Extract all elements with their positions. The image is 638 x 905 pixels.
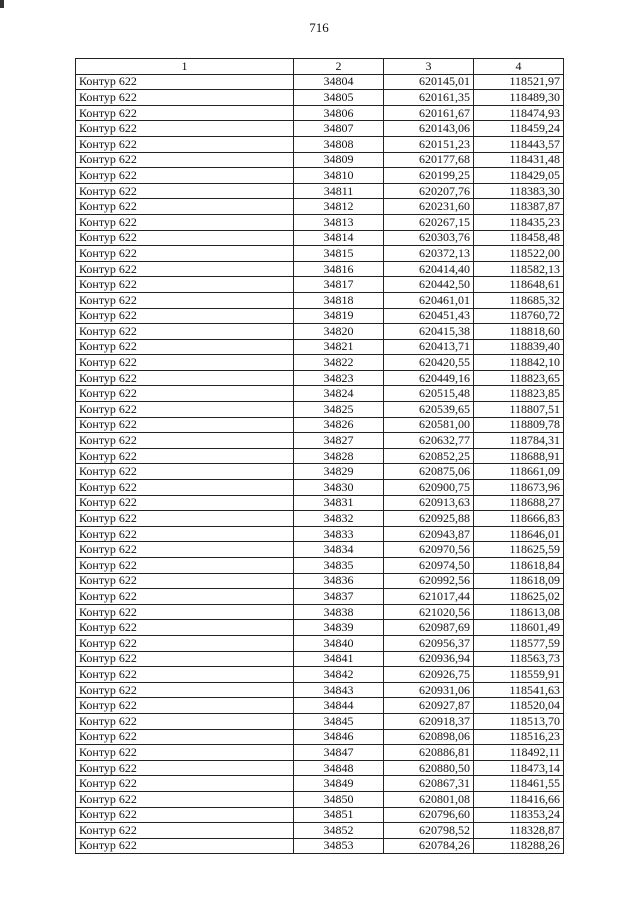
y-coordinate-cell: 118328,87: [474, 823, 564, 839]
x-coordinate-cell: 621020,56: [384, 604, 474, 620]
x-coordinate-cell: 620943,87: [384, 526, 474, 542]
point-number-cell: 34822: [294, 355, 384, 371]
table-row: [76, 511, 564, 527]
table-row: [76, 355, 564, 371]
x-coordinate-cell: 620231,60: [384, 199, 474, 215]
contour-cell: Контур 622: [76, 324, 294, 340]
table-row: [76, 339, 564, 355]
x-coordinate-cell: 620867,31: [384, 776, 474, 792]
point-number-cell: 34830: [294, 480, 384, 496]
contour-cell: Контур 622: [76, 386, 294, 402]
point-number-cell: 34808: [294, 136, 384, 152]
header-row: [76, 59, 564, 75]
scan-corner-mark: [0, 0, 4, 8]
table-row: [76, 152, 564, 168]
contour-cell: Контур 622: [76, 589, 294, 605]
contour-cell: Контур 622: [76, 339, 294, 355]
y-coordinate-cell: 118809,78: [474, 417, 564, 433]
x-coordinate-cell: 620145,01: [384, 74, 474, 90]
x-coordinate-cell: 620784,26: [384, 838, 474, 854]
table-row: [76, 713, 564, 729]
point-number-cell: 34832: [294, 511, 384, 527]
table-row: [76, 604, 564, 620]
contour-cell: Контур 622: [76, 402, 294, 418]
table-row: [76, 386, 564, 402]
x-coordinate-cell: 620970,56: [384, 542, 474, 558]
table-row: [76, 776, 564, 792]
contour-cell: Контур 622: [76, 620, 294, 636]
point-number-cell: 34826: [294, 417, 384, 433]
x-coordinate-cell: 620927,87: [384, 698, 474, 714]
table-row: [76, 74, 564, 90]
point-number-cell: 34829: [294, 464, 384, 480]
table-body: [76, 74, 564, 854]
y-coordinate-cell: 118784,31: [474, 433, 564, 449]
point-number-cell: 34852: [294, 823, 384, 839]
x-coordinate-cell: 620207,76: [384, 183, 474, 199]
table-row: [76, 745, 564, 761]
contour-cell: Контур 622: [76, 682, 294, 698]
y-coordinate-cell: 118489,30: [474, 90, 564, 106]
x-coordinate-cell: 620413,71: [384, 339, 474, 355]
y-coordinate-cell: 118842,10: [474, 355, 564, 371]
y-coordinate-cell: 118613,08: [474, 604, 564, 620]
point-number-cell: 34847: [294, 745, 384, 761]
contour-cell: Контур 622: [76, 308, 294, 324]
y-coordinate-cell: 118839,40: [474, 339, 564, 355]
point-number-cell: 34833: [294, 526, 384, 542]
table-row: [76, 635, 564, 651]
contour-cell: Контур 622: [76, 292, 294, 308]
table-row: [76, 573, 564, 589]
contour-cell: Контур 622: [76, 542, 294, 558]
contour-cell: Контур 622: [76, 651, 294, 667]
table-row: [76, 651, 564, 667]
table-row: [76, 823, 564, 839]
point-number-cell: 34848: [294, 760, 384, 776]
x-coordinate-cell: 620913,63: [384, 495, 474, 511]
point-number-cell: 34817: [294, 277, 384, 293]
contour-cell: Контур 622: [76, 604, 294, 620]
contour-cell: Контур 622: [76, 511, 294, 527]
contour-cell: Контур 622: [76, 464, 294, 480]
contour-cell: Контур 622: [76, 417, 294, 433]
y-coordinate-cell: 118492,11: [474, 745, 564, 761]
point-number-cell: 34836: [294, 573, 384, 589]
x-coordinate-cell: 620177,68: [384, 152, 474, 168]
x-coordinate-cell: 620796,60: [384, 807, 474, 823]
table-row: [76, 214, 564, 230]
y-coordinate-cell: 118521,97: [474, 74, 564, 90]
x-coordinate-cell: 620974,50: [384, 558, 474, 574]
y-coordinate-cell: 118461,55: [474, 776, 564, 792]
point-number-cell: 34843: [294, 682, 384, 698]
point-number-cell: 34841: [294, 651, 384, 667]
x-coordinate-cell: 620925,88: [384, 511, 474, 527]
table-row: [76, 464, 564, 480]
point-number-cell: 34818: [294, 292, 384, 308]
table-row: [76, 105, 564, 121]
y-coordinate-cell: 118673,96: [474, 480, 564, 496]
y-coordinate-cell: 118520,04: [474, 698, 564, 714]
contour-cell: Контур 622: [76, 370, 294, 386]
x-coordinate-cell: 620801,08: [384, 791, 474, 807]
coordinates-table: [75, 58, 564, 854]
y-coordinate-cell: 118648,61: [474, 277, 564, 293]
x-coordinate-cell: 620898,06: [384, 729, 474, 745]
x-coordinate-cell: 620956,37: [384, 635, 474, 651]
x-coordinate-cell: 620926,75: [384, 667, 474, 683]
header-col-1: 1: [76, 59, 294, 75]
contour-cell: Контур 622: [76, 74, 294, 90]
table-row: [76, 168, 564, 184]
point-number-cell: 34825: [294, 402, 384, 418]
y-coordinate-cell: 118516,23: [474, 729, 564, 745]
y-coordinate-cell: 118288,26: [474, 838, 564, 854]
contour-cell: Контур 622: [76, 558, 294, 574]
table-row: [76, 246, 564, 262]
y-coordinate-cell: 118661,09: [474, 464, 564, 480]
contour-cell: Контур 622: [76, 526, 294, 542]
x-coordinate-cell: 620581,00: [384, 417, 474, 433]
point-number-cell: 34846: [294, 729, 384, 745]
y-coordinate-cell: 118618,09: [474, 573, 564, 589]
table-row: [76, 121, 564, 137]
y-coordinate-cell: 118513,70: [474, 713, 564, 729]
x-coordinate-cell: 620798,52: [384, 823, 474, 839]
contour-cell: Контур 622: [76, 199, 294, 215]
point-number-cell: 34824: [294, 386, 384, 402]
table-row: [76, 791, 564, 807]
contour-cell: Контур 622: [76, 667, 294, 683]
y-coordinate-cell: 118458,48: [474, 230, 564, 246]
point-number-cell: 34837: [294, 589, 384, 605]
contour-cell: Контур 622: [76, 729, 294, 745]
contour-cell: Контур 622: [76, 230, 294, 246]
table-row: [76, 90, 564, 106]
y-coordinate-cell: 118685,32: [474, 292, 564, 308]
y-coordinate-cell: 118823,85: [474, 386, 564, 402]
contour-cell: Контур 622: [76, 838, 294, 854]
table-row: [76, 136, 564, 152]
table-row: [76, 402, 564, 418]
table-row: [76, 417, 564, 433]
table-row: [76, 526, 564, 542]
point-number-cell: 34849: [294, 776, 384, 792]
page-number: 716: [309, 20, 329, 35]
y-coordinate-cell: 118474,93: [474, 105, 564, 121]
y-coordinate-cell: 118688,27: [474, 495, 564, 511]
table-row: [76, 667, 564, 683]
point-number-cell: 34815: [294, 246, 384, 262]
contour-cell: Контур 622: [76, 807, 294, 823]
header-col-3: 3: [384, 59, 474, 75]
x-coordinate-cell: 620515,48: [384, 386, 474, 402]
y-coordinate-cell: 118577,59: [474, 635, 564, 651]
y-coordinate-cell: 118625,59: [474, 542, 564, 558]
point-number-cell: 34807: [294, 121, 384, 137]
x-coordinate-cell: 620151,23: [384, 136, 474, 152]
y-coordinate-cell: 118473,14: [474, 760, 564, 776]
y-coordinate-cell: 118459,24: [474, 121, 564, 137]
table-row: [76, 480, 564, 496]
contour-cell: Контур 622: [76, 246, 294, 262]
contour-cell: Контур 622: [76, 760, 294, 776]
point-number-cell: 34838: [294, 604, 384, 620]
y-coordinate-cell: 118625,02: [474, 589, 564, 605]
point-number-cell: 34812: [294, 199, 384, 215]
table-row: [76, 838, 564, 854]
x-coordinate-cell: 620161,67: [384, 105, 474, 121]
x-coordinate-cell: 620987,69: [384, 620, 474, 636]
y-coordinate-cell: 118431,48: [474, 152, 564, 168]
x-coordinate-cell: 620936,94: [384, 651, 474, 667]
point-number-cell: 34851: [294, 807, 384, 823]
contour-cell: Контур 622: [76, 635, 294, 651]
x-coordinate-cell: 620992,56: [384, 573, 474, 589]
point-number-cell: 34845: [294, 713, 384, 729]
x-coordinate-cell: 620886,81: [384, 745, 474, 761]
table-row: [76, 448, 564, 464]
table-row: [76, 542, 564, 558]
x-coordinate-cell: 620267,15: [384, 214, 474, 230]
y-coordinate-cell: 118666,83: [474, 511, 564, 527]
x-coordinate-cell: 620451,43: [384, 308, 474, 324]
y-coordinate-cell: 118416,66: [474, 791, 564, 807]
contour-cell: Контур 622: [76, 152, 294, 168]
y-coordinate-cell: 118435,23: [474, 214, 564, 230]
contour-cell: Контур 622: [76, 277, 294, 293]
x-coordinate-cell: 620420,55: [384, 355, 474, 371]
point-number-cell: 34813: [294, 214, 384, 230]
point-number-cell: 34828: [294, 448, 384, 464]
point-number-cell: 34820: [294, 324, 384, 340]
x-coordinate-cell: 620199,25: [384, 168, 474, 184]
table-row: [76, 729, 564, 745]
table-row: [76, 261, 564, 277]
x-coordinate-cell: 620414,40: [384, 261, 474, 277]
table-row: [76, 183, 564, 199]
y-coordinate-cell: 118688,91: [474, 448, 564, 464]
table-row: [76, 698, 564, 714]
contour-cell: Контур 622: [76, 745, 294, 761]
point-number-cell: 34806: [294, 105, 384, 121]
contour-cell: Контур 622: [76, 136, 294, 152]
y-coordinate-cell: 118760,72: [474, 308, 564, 324]
point-number-cell: 34853: [294, 838, 384, 854]
y-coordinate-cell: 118559,91: [474, 667, 564, 683]
table-row: [76, 199, 564, 215]
x-coordinate-cell: 620143,06: [384, 121, 474, 137]
table-row: [76, 230, 564, 246]
table-row: [76, 589, 564, 605]
table-row: [76, 682, 564, 698]
point-number-cell: 34844: [294, 698, 384, 714]
y-coordinate-cell: 118522,00: [474, 246, 564, 262]
point-number-cell: 34840: [294, 635, 384, 651]
x-coordinate-cell: 620900,75: [384, 480, 474, 496]
point-number-cell: 34804: [294, 74, 384, 90]
x-coordinate-cell: 620415,38: [384, 324, 474, 340]
contour-cell: Контур 622: [76, 698, 294, 714]
point-number-cell: 34850: [294, 791, 384, 807]
x-coordinate-cell: 621017,44: [384, 589, 474, 605]
header-col-2: 2: [294, 59, 384, 75]
x-coordinate-cell: 620442,50: [384, 277, 474, 293]
contour-cell: Контур 622: [76, 90, 294, 106]
table-row: [76, 807, 564, 823]
table-row: [76, 433, 564, 449]
x-coordinate-cell: 620880,50: [384, 760, 474, 776]
x-coordinate-cell: 620461,01: [384, 292, 474, 308]
y-coordinate-cell: 118541,63: [474, 682, 564, 698]
header-col-4: 4: [474, 59, 564, 75]
y-coordinate-cell: 118429,05: [474, 168, 564, 184]
point-number-cell: 34819: [294, 308, 384, 324]
contour-cell: Контур 622: [76, 355, 294, 371]
y-coordinate-cell: 118618,84: [474, 558, 564, 574]
x-coordinate-cell: 620918,37: [384, 713, 474, 729]
contour-cell: Контур 622: [76, 495, 294, 511]
x-coordinate-cell: 620539,65: [384, 402, 474, 418]
x-coordinate-cell: 620449,16: [384, 370, 474, 386]
contour-cell: Контур 622: [76, 183, 294, 199]
x-coordinate-cell: 620852,25: [384, 448, 474, 464]
y-coordinate-cell: 118387,87: [474, 199, 564, 215]
table-header: [76, 59, 564, 75]
y-coordinate-cell: 118601,49: [474, 620, 564, 636]
table-row: [76, 324, 564, 340]
x-coordinate-cell: 620931,06: [384, 682, 474, 698]
point-number-cell: 34835: [294, 558, 384, 574]
point-number-cell: 34827: [294, 433, 384, 449]
point-number-cell: 34814: [294, 230, 384, 246]
x-coordinate-cell: 620303,76: [384, 230, 474, 246]
point-number-cell: 34809: [294, 152, 384, 168]
point-number-cell: 34816: [294, 261, 384, 277]
contour-cell: Контур 622: [76, 776, 294, 792]
point-number-cell: 34842: [294, 667, 384, 683]
contour-cell: Контур 622: [76, 791, 294, 807]
table-row: [76, 620, 564, 636]
contour-cell: Контур 622: [76, 433, 294, 449]
y-coordinate-cell: 118646,01: [474, 526, 564, 542]
x-coordinate-cell: 620161,35: [384, 90, 474, 106]
contour-cell: Контур 622: [76, 480, 294, 496]
point-number-cell: 34839: [294, 620, 384, 636]
contour-cell: Контур 622: [76, 261, 294, 277]
table-row: [76, 760, 564, 776]
point-number-cell: 34821: [294, 339, 384, 355]
contour-cell: Контур 622: [76, 168, 294, 184]
table-row: [76, 308, 564, 324]
x-coordinate-cell: 620372,13: [384, 246, 474, 262]
point-number-cell: 34811: [294, 183, 384, 199]
y-coordinate-cell: 118353,24: [474, 807, 564, 823]
table-row: [76, 292, 564, 308]
point-number-cell: 34831: [294, 495, 384, 511]
contour-cell: Контур 622: [76, 573, 294, 589]
y-coordinate-cell: 118818,60: [474, 324, 564, 340]
y-coordinate-cell: 118823,65: [474, 370, 564, 386]
contour-cell: Контур 622: [76, 713, 294, 729]
x-coordinate-cell: 620632,77: [384, 433, 474, 449]
contour-cell: Контур 622: [76, 121, 294, 137]
table-row: [76, 277, 564, 293]
table-row: [76, 558, 564, 574]
y-coordinate-cell: 118582,13: [474, 261, 564, 277]
table-row: [76, 495, 564, 511]
y-coordinate-cell: 118443,57: [474, 136, 564, 152]
x-coordinate-cell: 620875,06: [384, 464, 474, 480]
contour-cell: Контур 622: [76, 214, 294, 230]
contour-cell: Контур 622: [76, 448, 294, 464]
y-coordinate-cell: 118563,73: [474, 651, 564, 667]
point-number-cell: 34834: [294, 542, 384, 558]
point-number-cell: 34823: [294, 370, 384, 386]
contour-cell: Контур 622: [76, 105, 294, 121]
point-number-cell: 34805: [294, 90, 384, 106]
contour-cell: Контур 622: [76, 823, 294, 839]
y-coordinate-cell: 118807,51: [474, 402, 564, 418]
table-row: [76, 370, 564, 386]
y-coordinate-cell: 118383,30: [474, 183, 564, 199]
point-number-cell: 34810: [294, 168, 384, 184]
